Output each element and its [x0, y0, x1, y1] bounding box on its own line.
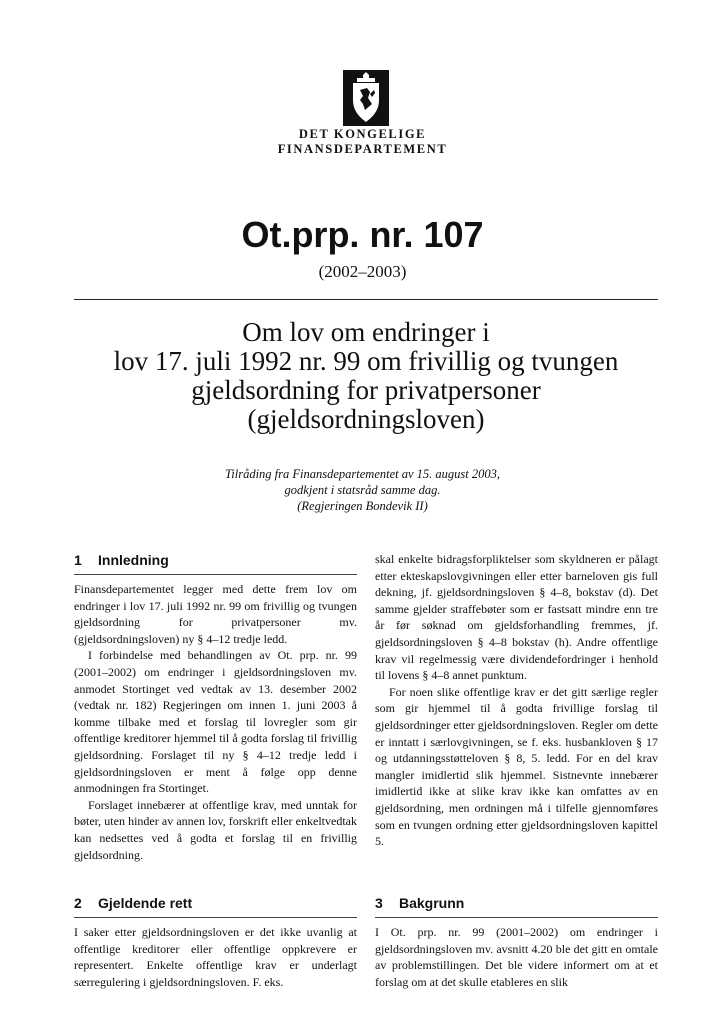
paragraph: I forbindelse med behandlingen av Ot. prp. nr. 99 (2001–2002) om endringer i gjeldsordningsloven mv. anmodet Stortinget ved vedtak av 13. desember 2002 (vedtak nr. 182) Regjeringen om innen 1. juni 2003 å komme tilbake med et forslag til lovregler som gir offentlige kreditorer hjemmel til å godta forslag til frivillig gjeldsordning. Forslaget til ny § 4–12 tredje ledd i gjeldsordningsloven er ment å følge opp denne anmodningen fra Stortinget. [74, 648, 357, 796]
section-heading-rule [74, 574, 357, 575]
department-name-line-1: DET KONGELIGE [298, 127, 427, 141]
section-number: 3 [375, 895, 383, 911]
section-heading-rule [74, 917, 357, 918]
document-session-year: (2002–2003) [318, 262, 407, 281]
paragraph: For noen slike offentlige krav er det gitt særlige regler som gir hjemmel til å godta frivillige forslag til gjeldsordninger etter gjeldsordningsloven. Regler om dette er inntatt i særlovgivningen, se f. eks. husbankloven § 17 og utdanningsstøtteloven § 8, 5. ledd. For en del krav mangler imidlertid slik hjemmel. Sistnevnte innebærer imidlertid ikke at slike krav ikke kan omfattes av en gjeldsordning, men ordningen må i tilfelle gjennomføres som en tvungen ordning etter gjeldsordningsloven kapittel 5. [375, 684, 658, 849]
document-title: Ot.prp. nr. 107 [241, 214, 484, 255]
title-divider [74, 299, 658, 300]
submission-line: godkjent i statsråd samme dag. [284, 483, 441, 497]
section-2-heading [74, 895, 192, 911]
section-1-continued-body [375, 551, 658, 850]
section-title: Gjeldende rett [98, 895, 193, 911]
submission-line: Tilråding fra Finansdepartementet av 15. august 2003, [225, 467, 500, 481]
main-title-line: (gjeldsordningsloven) [247, 404, 485, 434]
paragraph: I saker etter gjeldsordningsloven er det ikke uvanlig at offentlige kreditorer eller offentlige oppkrevere er representert. Enkelte offentlige krav er underlagt særregulering i gjeldsordningsloven. F. eks. [74, 925, 357, 989]
paragraph: I Ot. prp. nr. 99 (2001–2002) om endringer i gjeldsordningsloven mv. avsnitt 4.20 ble det gitt en omtale av problemstillingen. Det ble videre informert om at et forslag om at det skulle etableres en slik [375, 925, 658, 989]
department-name-line-2: FINANSDEPARTEMENT [277, 142, 448, 156]
section-number: 1 [74, 552, 82, 568]
section-number: 2 [74, 895, 82, 911]
paragraph: skal enkelte bidragsforpliktelser som skyldneren er pålagt etter ekteskapslovgivningen eller etter barneloven gis full dekning, jf. gjeldsordningsloven § 4–8, bokstav (d). Det samme gjelder straffebøter som er fastsatt mindre enn tre år før søknad om gjeldsforhandling fremmes, jf. gjeldsordningsloven § 4–8 bokstav (h). Andre offentlige krav vil regelmessig være dividendefordringer i henhold til lovens § 4–8 annet punktum. [375, 552, 658, 683]
section-3-body [375, 924, 658, 990]
section-title: Bakgrunn [399, 895, 465, 911]
norwegian-coat-of-arms-logo [343, 70, 389, 126]
section-1-heading [74, 552, 169, 568]
submission-line: (Regjeringen Bondevik II) [297, 499, 428, 513]
main-title-line: lov 17. juli 1992 nr. 99 om frivillig og tvungen [113, 346, 619, 376]
section-1-body [74, 581, 357, 863]
section-title: Innledning [98, 552, 169, 568]
bill-main-title [60, 318, 672, 434]
section-2-body [74, 924, 357, 990]
main-title-line: gjeldsordning for privatpersoner [191, 375, 541, 405]
section-3-heading [375, 895, 464, 911]
paragraph: Forslaget innebærer at offentlige krav, med unntak for bøter, uten hinder av annen lov, forskrift eller enkeltvedtak kan nedsettes ved å godta et forslag til en frivillig gjeldsordning. [74, 797, 357, 862]
section-heading-rule [375, 917, 658, 918]
submission-note [0, 466, 725, 514]
main-title-line: Om lov om endringer i [242, 317, 490, 347]
paragraph: Finansdepartementet legger med dette frem lov om endringer i lov 17. juli 1992 nr. 99 om frivillig og tvungen gjeldsordning for privatpersoner mv. (gjeldsordningsloven) ny § 4–12 tredje ledd. [74, 582, 357, 646]
